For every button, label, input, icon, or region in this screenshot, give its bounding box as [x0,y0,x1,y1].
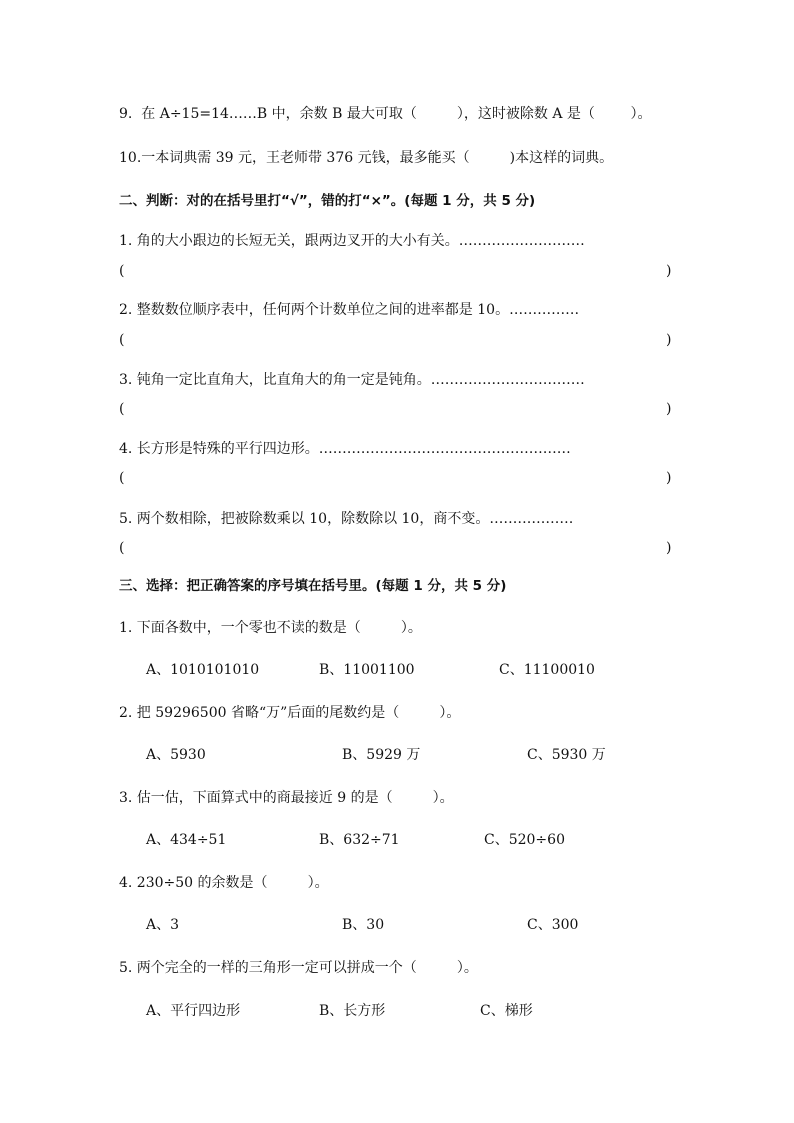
question-10: 10.一本词典需 39 元，王老师带 376 元钱，最多能买（ )本这样的词典。 [119,150,614,166]
option-c: C、300 [527,917,579,933]
judge-item-2: 2. 整数数位顺序表中，任何两个计数单位之间的进率都是 10。…………… [119,302,580,318]
choice-question-5: 5. 两个完全的一样的三角形一定可以拼成一个（ ）。 [119,960,478,976]
choice-question-4: 4. 230÷50 的余数是（ ）。 [119,875,329,891]
answer-paren-open: ( [119,263,125,279]
answer-paren-close: ) [666,470,672,486]
option-a: A、434÷51 [146,832,227,848]
answer-paren-close: ) [666,540,672,556]
option-b: B、长方形 [319,1003,386,1019]
answer-paren-open: ( [119,540,125,556]
judge-item-3: 3. 钝角一定比直角大，比直角大的角一定是钝角。…………………………… [119,372,585,388]
question-9: 9. 在 A÷15=14……B 中，余数 B 最大可取（ ），这时被除数 A 是（ ）。 [119,106,652,122]
judge-item-1: 1. 角的大小跟边的长短无关，跟两边叉开的大小有关。……………………… [119,233,585,249]
choice-question-2: 2. 把 59296500 省略“万”后面的尾数约是（ ）。 [119,705,461,721]
choice-question-1: 1. 下面各数中，一个零也不读的数是（ ）。 [119,620,422,636]
answer-paren-close: ) [666,332,672,348]
option-b: B、30 [342,917,385,933]
judge-item-4: 4. 长方形是特殊的平行四边形。……………………………………………… [119,441,571,457]
answer-paren-open: ( [119,332,125,348]
judge-item-5: 5. 两个数相除，把被除数乘以 10，除数除以 10，商不变。……………… [119,511,574,527]
section-3-heading: 三、选择：把正确答案的序号填在括号里。(每题 1 分，共 5 分) [119,578,507,594]
option-c: C、5930 万 [527,747,606,763]
option-b: B、11001100 [319,662,415,678]
answer-paren-close: ) [666,401,672,417]
option-a: A、3 [146,917,180,933]
answer-paren-open: ( [119,470,125,486]
choice-question-3: 3. 估一估，下面算式中的商最接近 9 的是（ ）。 [119,790,454,806]
option-a: A、1010101010 [146,662,260,678]
section-2-heading: 二、判断：对的在括号里打“√”，错的打“×”。(每题 1 分，共 5 分) [119,193,536,209]
answer-paren-close: ) [666,263,672,279]
option-a: A、平行四边形 [146,1003,241,1019]
answer-paren-open: ( [119,401,125,417]
option-b: B、5929 万 [342,747,421,763]
option-a: A、5930 [146,747,206,763]
option-b: B、632÷71 [319,832,400,848]
option-c: C、11100010 [499,662,595,678]
option-c: C、梯形 [480,1003,533,1019]
option-c: C、520÷60 [484,832,565,848]
